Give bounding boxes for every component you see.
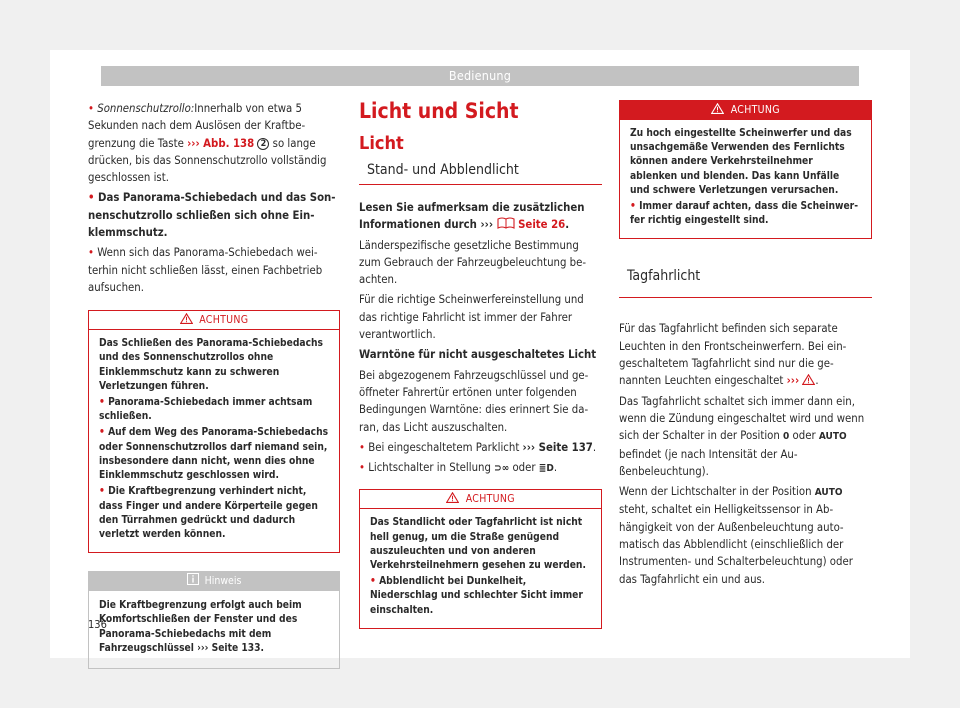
auto-position: AUTO (818, 431, 847, 443)
warning-box (359, 489, 602, 628)
subheading: Warntöne für nicht ausgeschaltetes Licht (359, 348, 597, 362)
warning-item: • Immer darauf achten, dass die Scheinwerfer richtig eingestellt sind. (630, 201, 859, 227)
text: Innerhalb von etwa 5 Sekunden nach dem Auslösen der Kraftbegrenzung die Taste (88, 102, 306, 150)
paragraph: Länderspezifische gesetzliche Bestimmung zum Gebrauch der Fahrzeugbeleuchtung beachten. (359, 238, 587, 287)
warning-intro: Das Standlicht oder Tagfahrlicht ist nicht hell genug, um die Straße genügend auszuleuchten und von anderen Verkehrsteilnehmern gesehen zu werden. (370, 517, 586, 572)
position-zero: 0 (783, 431, 790, 443)
ref-arrows: ››› (786, 374, 800, 388)
page-header: Bedienung (101, 66, 859, 86)
parking-light-icon: ⊃∞ (494, 463, 510, 475)
section-title: Licht und Sicht (359, 99, 519, 123)
paragraph: Das Tagfahrlicht schaltet sich immer dann ein, wenn die Zündung eingeschaltet wird und wenn sich der Schalter in der Position 0 oder AUTO befindet (je nach Intensität der Außenbeleuchtung). (619, 394, 865, 478)
column-right (619, 100, 872, 591)
book-icon (497, 217, 515, 229)
warning-intro: Das Schließen des Panorama-Schiebedachs und des Sonnenschutzrollos ohne Einklemmschutz kann zu schweren Verletzungen führen. (99, 338, 323, 392)
paragraph: Für die richtige Scheinwerfereinstellung und das richtige Fahrlicht ist immer der Fahrer verantwortlich. (359, 293, 584, 342)
figure-ref-link[interactable]: ››› Abb. 138 (187, 136, 255, 150)
info-icon (187, 573, 199, 585)
page-ref-link[interactable]: Seite 26 (518, 218, 566, 232)
warning-item: • Die Kraftbegrenzung verhindert nicht, dass Finger und andere Körperteile gegen den Türrahmen gedrückt und dadurch verletzt werden können. (99, 486, 318, 540)
bullet-item: • Bei eingeschaltetem Parklicht ››› Seite 137. (359, 440, 597, 454)
warning-header: ACHTUNG (620, 101, 871, 120)
warning-triangle-icon (180, 313, 193, 324)
warning-intro: Zu hoch eingestellte Scheinwerfer und das unsachgemäße Verwenden des Fernlichts können andere Verkehrsteilnehmer ablenken und blenden. Das kann Unfälle und schwere Verletzungen verursachen. (630, 128, 852, 196)
text: so lange drücken, bis das Sonnenschutzrollo vollständig geschlossen ist. (88, 136, 327, 185)
warning-item: • Auf dem Weg des Panorama-Schiebedachs oder Sonnenschutzrollos darf niemand sein, insbesondere dann nicht, wenn dies ohne Einklemmschutz geschlossen wird. (99, 427, 329, 482)
auto-position: AUTO (814, 487, 843, 499)
bullet-item: • Lichtschalter in Stellung ⊃∞ oder ≣D. (359, 461, 558, 475)
column-middle (359, 100, 602, 629)
page-number: 136 (88, 618, 107, 631)
bullet-item: • Wenn sich das Panorama-Schiebedach weiterhin nicht schließen lässt, einen Fachbetrieb aufsuchen. (88, 246, 323, 294)
warning-triangle-icon[interactable] (802, 374, 815, 385)
ref-arrows: ››› (480, 218, 494, 232)
intro-note: Lesen Sie aufmerksam die zusätzlichen Informationen durch ››› Seite 26. (359, 201, 585, 232)
warning-triangle-icon (711, 103, 724, 114)
paragraph-sonnenschutzrollo: • Sonnenschutzrollo:Innerhalb von etwa 5 Sekunden nach dem Auslösen der Kraftbegrenzung die Taste ››› Abb. 138 2 so lange drücken, bis das Sonnenschutzrollo vollständig geschlossen ist. (88, 102, 327, 185)
topic-heading: Stand- und Abblendlicht (359, 161, 602, 185)
subsection-title: Licht (359, 133, 404, 154)
warning-box (619, 100, 872, 239)
label-sonnenschutzrollo: Sonnenschutzrollo: (97, 102, 195, 115)
paragraph: Bei abgezogenem Fahrzeugschlüssel und geöffneter Fahrertür ertönen unter folgenden Bedingungen Warntöne: dies erinnert Sie daran, das Licht auszuschalten. (359, 368, 589, 434)
paragraph: Für das Tagfahrlicht befinden sich separate Leuchten in den Frontscheinwerfern. Bei eingeschaltetem Tagfahrlicht sind nur die genannten Leuchten eingeschaltet ››› . (619, 322, 847, 388)
hint-text: Die Kraftbegrenzung erfolgt auch beim Komfortschließen der Fenster und des Panorama-Schiebedachs mit dem Fahrzeugschlüssel ››› Seite 133. (99, 600, 302, 654)
hint-box (88, 571, 340, 669)
topic-heading: Tagfahrlicht (619, 267, 872, 298)
warning-item: • Panorama-Schiebedach immer achtsam schließen. (99, 397, 313, 423)
warning-item: • Abblendlicht bei Dunkelheit, Niederschlag und schlechter Sicht immer einschalten. (370, 576, 583, 616)
page-ref-link[interactable]: ››› Seite 133 (197, 642, 261, 654)
warning-header: ACHTUNG (360, 490, 601, 509)
hint-header: Hinweis (89, 572, 339, 591)
warning-box (88, 310, 340, 553)
warning-header: ACHTUNG (89, 311, 339, 330)
page-ref-link[interactable]: ››› Seite 137 (522, 440, 593, 454)
bullet-item: • Das Panorama-Schiebedach und das Sonnenschutzrollo schließen sich ohne Einklemmschutz. (88, 191, 336, 240)
paragraph: Wenn der Lichtschalter in der Position AUTO steht, schaltet ein Helligkeitssensor in Abhängigkeit von der Außenbeleuchtung automatisch das Abblendlicht (einschließlich der Instrumenten- und Schalterbeleuchtung) oder das Tagfahrlicht ein und aus. (619, 485, 853, 586)
warning-triangle-icon (446, 492, 459, 503)
low-beam-icon: ≣D (538, 463, 554, 475)
column-left (88, 100, 340, 669)
callout-number: 2 (257, 138, 269, 150)
